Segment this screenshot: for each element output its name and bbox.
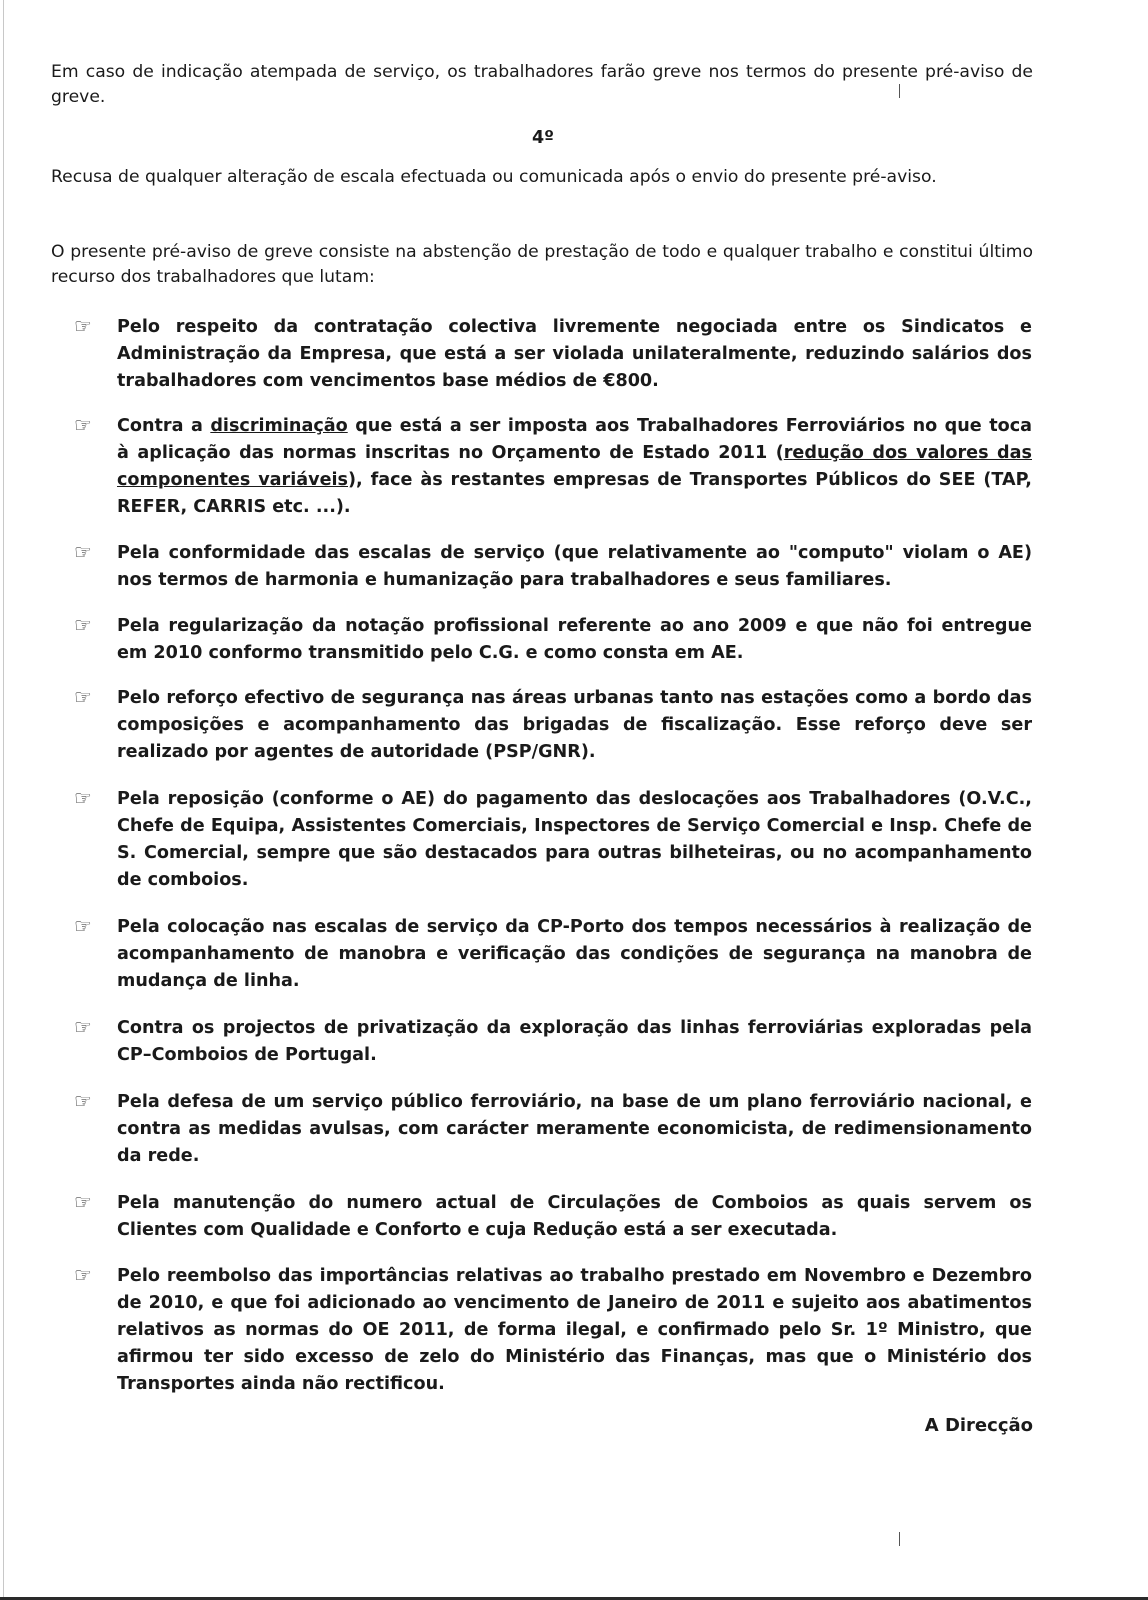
list-item-text: Pela defesa de um serviço público ferroviário, na base de um plano ferroviário nacional, e contra as medidas avulsas, com carácter meramente economicista, de redimensionamento da rede. [117, 1092, 1032, 1166]
pointing-hand-icon: ☞ [74, 1015, 92, 1039]
pointing-hand-icon: ☞ [74, 1190, 92, 1214]
list-item-text [117, 413, 1032, 521]
list-item-text: Pelo reembolso das importâncias relativas ao trabalho prestado em Novembro e Dezembro de 2010, e que foi adicionado ao vencimento de Janeiro de 2011 e sujeito aos abatimentos relativos as normas do OE 2011, de forma ilegal, e confirmado pelo Sr. 1º Ministro, que afirmou ter sido excesso de zelo do Ministério das Finanças, mas que o Ministério dos Transportes ainda não rectificou. [117, 1266, 1032, 1394]
underlined-text: discriminação [210, 416, 348, 436]
pointing-hand-icon: ☞ [74, 1089, 92, 1113]
strike-paragraph: O presente pré-aviso de greve consiste na abstenção de prestação de todo e qualquer trabalho e constitui último recurso dos trabalhadores que lutam: [51, 242, 1033, 287]
list-item-text: Pela colocação nas escalas de serviço da CP-Porto dos tempos necessários à realização de acompanhamento de manobra e verificação das condições de segurança na manobra de mudança de linha. [117, 917, 1032, 991]
refusal-paragraph: Recusa de qualquer alteração de escala efectuada ou comunicada após o envio do presente pré-aviso. [51, 167, 937, 187]
text-segment: Contra a [117, 416, 211, 436]
list-item-text: Pela manutenção do numero actual de Circulações de Comboios as quais servem os Clientes com Qualidade e Conforto e cuja Redução está a ser executada. [117, 1193, 1032, 1240]
list-item-text: Pelo reforço efectivo de segurança nas áreas urbanas tanto nas estações como a bordo das composições e acompanhamento das brigadas de fiscalização. Esse reforço deve ser realizado por agentes de autoridade (PSP/GNR). [117, 688, 1032, 762]
text-segment: ), face às restantes empresas de Transportes Públicos do SEE (TAP, REFER, CARRIS etc. ...). [117, 470, 1032, 517]
list-item-text: Contra os projectos de privatização da exploração das linhas ferroviárias exploradas pela CP–Comboios de Portugal. [117, 1018, 1032, 1065]
scan-left-edge [3, 0, 4, 1600]
scan-mark [899, 1532, 900, 1546]
pointing-hand-icon: ☞ [74, 540, 92, 564]
underlined-text: redução dos valores das componentes variáveis [117, 443, 1032, 490]
section-number: 4º [532, 128, 555, 148]
text-segment: que está a ser imposta aos Trabalhadores Ferroviários no que toca à aplicação das normas inscritas no Orçamento de Estado 2011 ( [117, 416, 1032, 463]
list-item-text: Pela conformidade das escalas de serviço (que relativamente ao "computo" violam o AE) nos termos de harmonia e humanização para trabalhadores e seus familiares. [117, 543, 1032, 590]
intro-paragraph: Em caso de indicação atempada de serviço, os trabalhadores farão greve nos termos do presente pré-aviso de greve. [51, 62, 1033, 107]
signature: A Direcção [924, 1415, 1033, 1436]
list-item-text: Pelo respeito da contratação colectiva livremente negociada entre os Sindicatos e Administração da Empresa, que está a ser violada unilateralmente, reduzindo salários dos trabalhadores com vencimentos base médios de €800. [117, 317, 1032, 391]
pointing-hand-icon: ☞ [74, 786, 92, 810]
pointing-hand-icon: ☞ [74, 1263, 92, 1287]
pointing-hand-icon: ☞ [74, 314, 92, 338]
pointing-hand-icon: ☞ [74, 685, 92, 709]
pointing-hand-icon: ☞ [74, 914, 92, 938]
pointing-hand-icon: ☞ [74, 413, 92, 437]
pointing-hand-icon: ☞ [74, 613, 92, 637]
list-item-text: Pela reposição (conforme o AE) do pagamento das deslocações aos Trabalhadores (O.V.C., Chefe de Equipa, Assistentes Comerciais, Inspectores de Serviço Comercial e Insp. Chefe de S. Comercial, sempre que são destacados para outras bilheteiras, ou no acompanhamento de comboios. [117, 789, 1032, 890]
list-item-text: Pela regularização da notação profissional referente ao ano 2009 e que não foi entregue em 2010 conformo transmitido pelo C.G. e como consta em AE. [117, 616, 1032, 663]
